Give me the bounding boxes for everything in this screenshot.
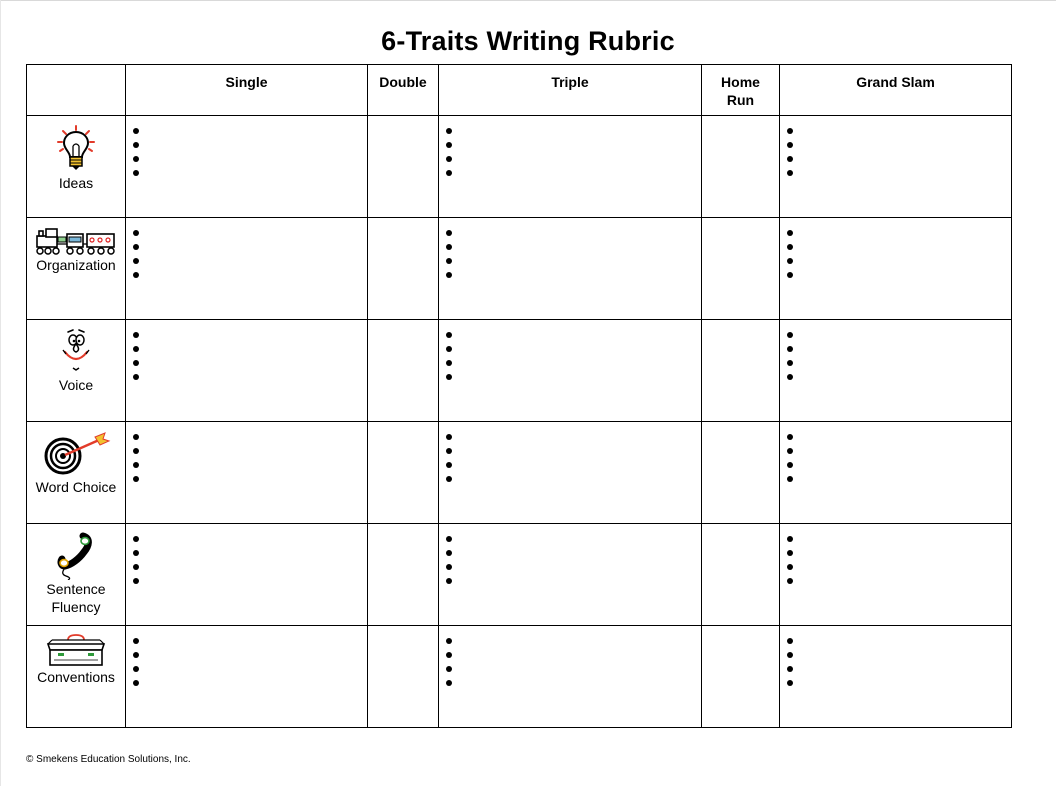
bullet-item [446,561,701,575]
bullet-list [126,116,367,181]
cell-grand-slam [780,320,1012,422]
trait-cell [27,524,126,626]
bullet-item [787,459,1011,473]
bullet-item [446,153,701,167]
bullet-item [133,371,367,385]
bullet-item [133,561,367,575]
bullet-item [787,357,1011,371]
trait-cell [27,116,126,218]
bullet-item [446,269,701,283]
cell-triple [439,422,702,524]
bullet-item [446,329,701,343]
bullet-item [446,445,701,459]
cell-grand-slam [780,626,1012,728]
bullet-item [787,343,1011,357]
cell-single [126,626,368,728]
bullet-item [787,431,1011,445]
bullet-item [133,329,367,343]
cell-double [368,422,439,524]
bullet-item [787,241,1011,255]
header-single: Single [126,65,368,116]
bullet-item [133,473,367,487]
cell-home-run [702,320,780,422]
trait-cell [27,422,126,524]
bullet-item [446,533,701,547]
lightbulb-icon [54,124,98,174]
bullet-item [133,139,367,153]
cell-triple [439,218,702,320]
cell-grand-slam [780,218,1012,320]
bullet-item [446,139,701,153]
trait-label-line2: Fluency [51,599,101,615]
bullet-item [787,473,1011,487]
header-double: Double [368,65,439,116]
bullet-item [446,663,701,677]
bullet-item [133,575,367,589]
trait-row-conventions [27,626,1012,728]
bullet-item [787,139,1011,153]
page-edge [0,0,1056,1]
bullet-item [787,561,1011,575]
cell-home-run [702,626,780,728]
bullet-item [446,473,701,487]
bullet-item [787,269,1011,283]
bullet-item [133,677,367,691]
bullet-item [133,125,367,139]
bullet-list [780,524,1011,589]
bullet-item [787,547,1011,561]
cell-home-run [702,524,780,626]
bullet-item [133,635,367,649]
bullet-item [133,227,367,241]
bullet-item [133,343,367,357]
trait-row-voice [27,320,1012,422]
bullet-item [133,167,367,181]
bullet-list [439,218,701,283]
cell-single [126,524,368,626]
trait-label: Organization [36,257,116,273]
trait-label: Sentence [46,581,106,597]
bullet-item [133,445,367,459]
toolbox-icon [46,634,106,668]
cell-double [368,626,439,728]
header-row [27,65,1012,116]
bullet-item [446,677,701,691]
bullet-item [446,575,701,589]
trait-label: Voice [58,377,94,393]
bullet-item [133,459,367,473]
bullet-item [787,575,1011,589]
header-home-run-line2: Run [726,92,755,108]
telephone-icon [56,532,96,580]
bullet-item [446,547,701,561]
bullet-list [439,422,701,487]
cell-grand-slam [780,422,1012,524]
cell-single [126,320,368,422]
header-home-run [702,65,780,116]
trait-cell [27,218,126,320]
bullet-item [787,677,1011,691]
bullet-item [446,635,701,649]
trait-cell [27,626,126,728]
trait-cell [27,320,126,422]
bullet-item [446,241,701,255]
header-grand-slam: Grand Slam [780,65,1012,116]
trait-label: Ideas [58,175,94,191]
bullet-item [446,227,701,241]
trait-row-ideas [27,116,1012,218]
bullet-item [446,167,701,181]
bullet-item [446,371,701,385]
bullet-item [787,533,1011,547]
bullet-item [446,357,701,371]
header-triple: Triple [439,65,702,116]
bullet-item [787,125,1011,139]
train-icon [34,226,118,256]
bullet-item [133,269,367,283]
bullet-item [133,153,367,167]
cell-home-run [702,218,780,320]
trait-row-organization [27,218,1012,320]
bullet-item [446,431,701,445]
bullet-item [446,649,701,663]
cell-triple [439,116,702,218]
bullet-item [787,663,1011,677]
cell-home-run [702,422,780,524]
bullet-item [787,255,1011,269]
bullet-list [780,218,1011,283]
bullet-list [126,320,367,385]
bullet-list [439,626,701,691]
bullet-list [439,524,701,589]
page-edge [0,0,1,786]
cell-triple [439,320,702,422]
bullet-list [126,218,367,283]
bullet-list [126,524,367,589]
cell-single [126,218,368,320]
copyright-footer: © Smekens Education Solutions, Inc. [26,754,191,765]
cell-home-run [702,116,780,218]
bullet-item [133,649,367,663]
trait-row-sentence-fluency [27,524,1012,626]
bullet-item [133,663,367,677]
cell-triple [439,524,702,626]
trait-label: Word Choice [35,479,117,495]
cell-grand-slam [780,524,1012,626]
cell-double [368,218,439,320]
bullet-item [133,431,367,445]
bullet-item [133,255,367,269]
bullet-item [133,547,367,561]
bullet-item [133,357,367,371]
cell-single [126,116,368,218]
header-corner [27,65,126,116]
cell-double [368,524,439,626]
bullet-item [446,255,701,269]
bullet-item [133,533,367,547]
bullet-list [780,320,1011,385]
bullet-list [780,626,1011,691]
bullet-item [787,227,1011,241]
page-title: 6-Traits Writing Rubric [381,26,675,56]
bullet-item [787,153,1011,167]
bullet-list [439,320,701,385]
face-icon [56,326,96,376]
cell-double [368,320,439,422]
cell-single [126,422,368,524]
bullet-list [126,626,367,691]
bullet-list [439,116,701,181]
cell-grand-slam [780,116,1012,218]
bullet-item [446,125,701,139]
bullet-item [787,635,1011,649]
bullet-item [787,649,1011,663]
bullet-list [780,116,1011,181]
bullet-item [787,329,1011,343]
bullet-item [787,445,1011,459]
cell-double [368,116,439,218]
trait-label: Conventions [37,669,115,685]
target-icon [43,430,115,478]
cell-triple [439,626,702,728]
bullet-item [133,241,367,255]
bullet-item [446,343,701,357]
rubric-table [26,64,1012,728]
bullet-item [446,459,701,473]
bullet-item [787,167,1011,181]
bullet-list [126,422,367,487]
trait-row-word-choice [27,422,1012,524]
header-home-run-line1: Home [721,74,760,90]
bullet-item [787,371,1011,385]
bullet-list [780,422,1011,487]
